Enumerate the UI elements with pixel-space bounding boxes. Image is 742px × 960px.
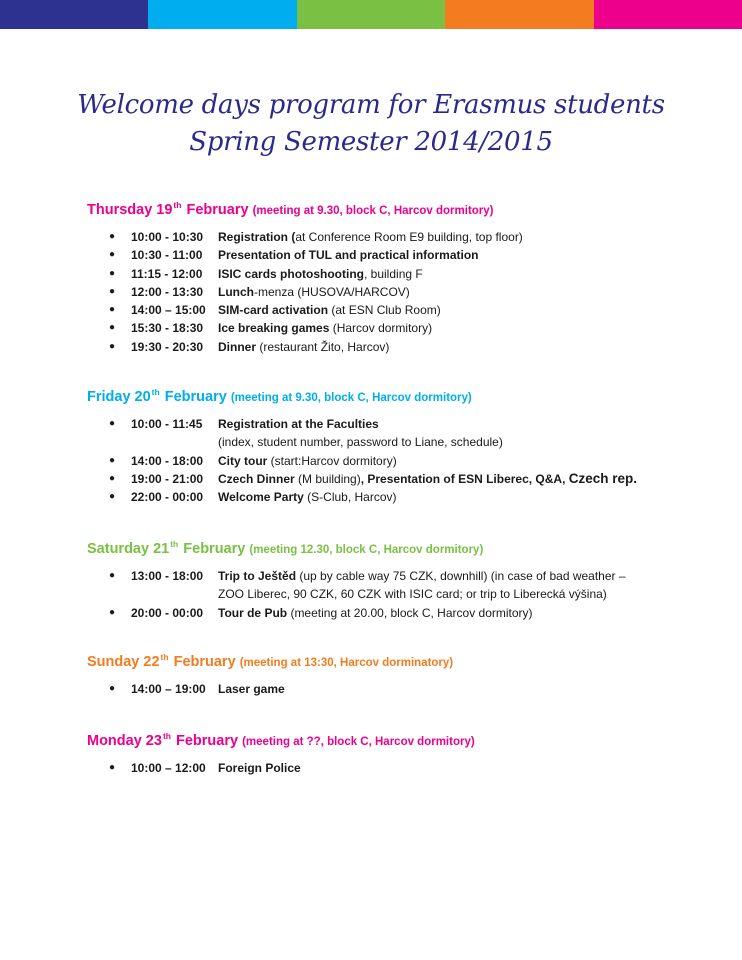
time-range: 19:30 - 20:30 [131, 339, 204, 354]
day-heading [87, 383, 707, 407]
activity-name: Registration ( [218, 230, 296, 244]
activity-name: Tour de Pub [218, 605, 288, 620]
activity-detail: (M building) [294, 471, 361, 486]
meeting-info: (meeting at ??, block C, Harcov dormitory) [242, 736, 475, 748]
schedule-item [87, 452, 707, 470]
activity-detail: (at ESN Club Room) [328, 303, 441, 318]
color-stripe-bar [0, 0, 742, 29]
activity-detail: (restaurant Žito, Harcov) [256, 339, 390, 354]
day-friday [87, 383, 707, 506]
activity-name: Presentation of TUL and practical information [218, 248, 479, 263]
schedule-item [87, 470, 707, 488]
day-ordinal: th [151, 387, 160, 397]
schedule-item [87, 228, 707, 246]
bullet-icon: ● [109, 454, 116, 466]
time-range: 14:00 – 15:00 [131, 303, 206, 318]
day-name: Friday 20 [87, 389, 151, 405]
day-ordinal: th [160, 652, 169, 662]
day-ordinal: th [173, 200, 182, 210]
day-name: Sunday 22 [87, 654, 160, 670]
activity-detail: (up by cable way 75 CZK, downhill) (in case of bad weather – [296, 569, 626, 583]
day-sunday [87, 648, 707, 698]
title-line-1: Welcome days program for Erasmus students [77, 90, 665, 120]
schedule-item [87, 567, 707, 604]
day-month: February [186, 202, 249, 218]
day-name: Monday 23 [87, 733, 162, 749]
day-month: February [183, 541, 246, 557]
meeting-info: (meeting 12.30, block C, Harcov dormitory) [249, 544, 484, 556]
activity-name: Ice breaking games [218, 321, 330, 336]
time-range: 12:00 - 13:30 [131, 284, 204, 299]
bullet-icon: ● [109, 322, 116, 334]
time-range: 10:00 - 11:45 [131, 417, 203, 431]
schedule-item [87, 759, 707, 777]
bullet-icon: ● [109, 762, 116, 773]
schedule-list [87, 759, 707, 777]
activity-detail: (meeting at 20.00, block C, Harcov dormitory) [287, 605, 533, 620]
activity-name: Registration at the Faculties [218, 417, 379, 431]
activity-name: City tour [218, 453, 268, 468]
bullet-icon: ● [109, 418, 116, 429]
meeting-info: (meeting at 9.30, block C, Harcov dormitory) [230, 392, 472, 404]
schedule-item [87, 319, 707, 337]
title-line-2: Spring Semester 2014/2015 [189, 127, 553, 157]
activity-extra: , Presentation of ESN Liberec, Q&A, [360, 471, 569, 486]
day-saturday [87, 535, 707, 622]
schedule-item [87, 415, 707, 452]
day-month: February [173, 654, 236, 670]
day-month: February [164, 389, 227, 405]
schedule-list [87, 415, 707, 506]
bullet-icon: ● [109, 267, 116, 279]
day-thursday [87, 196, 707, 356]
day-monday [87, 727, 707, 777]
bullet-icon: ● [109, 249, 116, 261]
day-ordinal: th [170, 539, 179, 549]
activity-detail: -menza (HUSOVA/HARCOV) [254, 284, 410, 299]
bullet-icon: ● [109, 606, 116, 618]
activity-name: Welcome Party [218, 490, 304, 505]
time-range: 10:00 – 12:00 [131, 761, 206, 775]
schedule-item [87, 338, 707, 356]
stripe-orange [445, 0, 593, 29]
day-name: Saturday 21 [87, 541, 170, 557]
activity-name: Czech Dinner [218, 471, 295, 486]
page-title [0, 87, 742, 161]
stripe-navy [0, 0, 148, 29]
bullet-icon: ● [109, 340, 116, 352]
bullet-icon: ● [109, 285, 116, 297]
activity-name: Trip to Ještěd [218, 569, 297, 583]
activity-name: ISIC cards photoshooting [218, 266, 364, 281]
activity-name: Lunch [218, 284, 254, 299]
time-range: 10:30 - 11:00 [131, 248, 203, 263]
time-range: 22:00 - 00:00 [131, 490, 204, 505]
stripe-magenta [594, 0, 742, 29]
bullet-icon: ● [109, 472, 116, 484]
day-heading [87, 727, 707, 751]
activity-name: Dinner [218, 339, 257, 354]
time-range: 19:00 - 21:00 [131, 471, 204, 486]
activity-detail: (Harcov dormitory) [329, 321, 433, 336]
time-range: 13:00 - 18:00 [131, 569, 204, 583]
activity-continuation: (index, student number, password to Liane, schedule) [218, 435, 503, 450]
activity-name: Laser game [218, 682, 285, 696]
day-heading [87, 648, 707, 672]
bullet-icon: ● [109, 231, 116, 242]
day-month: February [176, 733, 239, 749]
schedule-item [87, 604, 707, 622]
schedule-item [87, 301, 707, 319]
schedule-item [87, 283, 707, 301]
schedule-item [87, 488, 707, 506]
day-ordinal: th [162, 731, 171, 741]
time-range: 20:00 - 00:00 [131, 605, 204, 620]
day-heading [87, 535, 707, 559]
activity-extra-emphasis: Czech rep. [568, 470, 638, 486]
time-range: 11:15 - 12:00 [131, 266, 203, 281]
time-range: 10:00 - 10:30 [131, 230, 204, 244]
bullet-icon: ● [109, 683, 116, 694]
time-range: 15:30 - 18:30 [131, 321, 204, 336]
activity-name: Foreign Police [218, 761, 301, 775]
meeting-info: (meeting at 13:30, Harcov dorminatory) [239, 657, 454, 669]
schedule-list [87, 680, 707, 698]
stripe-green [297, 0, 445, 29]
time-range: 14:00 – 19:00 [131, 682, 206, 696]
schedule-list [87, 567, 707, 622]
activity-detail: at Conference Room E9 building, top floor) [295, 230, 523, 244]
bullet-icon: ● [109, 570, 116, 581]
schedule-item [87, 246, 707, 264]
schedule-item [87, 265, 707, 283]
stripe-cyan [148, 0, 296, 29]
schedule-list [87, 228, 707, 356]
bullet-icon: ● [109, 491, 116, 503]
day-name: Thursday 19 [87, 202, 173, 218]
activity-detail: , building F [364, 266, 423, 281]
activity-detail: (start:Harcov dormitory) [267, 453, 397, 468]
time-range: 14:00 - 18:00 [131, 453, 204, 468]
bullet-icon: ● [109, 304, 116, 316]
schedule-item [87, 680, 707, 698]
activity-detail: (S-Club, Harcov) [303, 490, 397, 505]
day-heading [87, 196, 707, 220]
activity-name: SIM-card activation [218, 303, 329, 318]
meeting-info: (meeting at 9.30, block C, Harcov dormitory) [252, 205, 494, 217]
activity-continuation: ZOO Liberec, 90 CZK, 60 CZK with ISIC card; or trip to Liberecká výšina) [218, 587, 607, 602]
